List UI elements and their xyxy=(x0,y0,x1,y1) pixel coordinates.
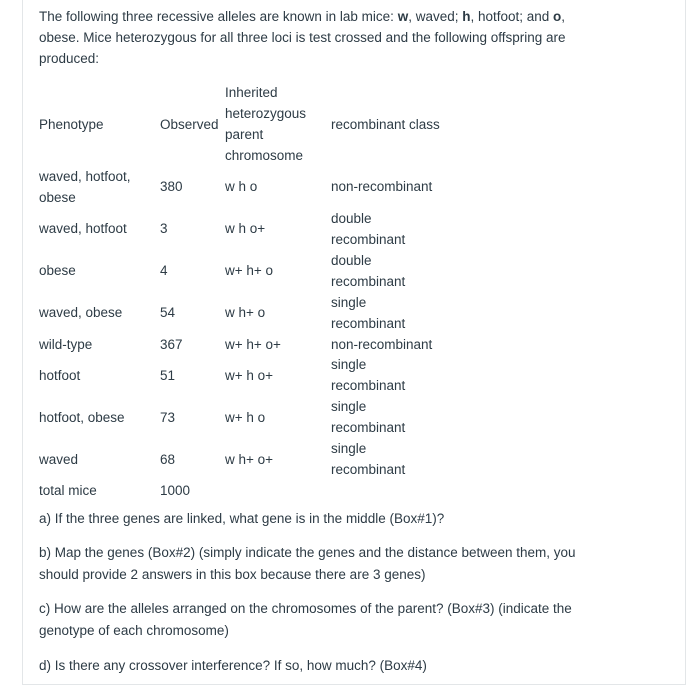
row-class: single recombinant xyxy=(331,441,406,477)
row-phenotype: wild-type xyxy=(39,337,93,352)
row-phenotype: hotfoot, obese xyxy=(39,410,125,425)
row-class: single recombinant xyxy=(331,295,406,331)
row-observed: 367 xyxy=(160,337,183,352)
row-chromosome: w h+ o xyxy=(225,305,266,320)
total-value: 1000 xyxy=(160,483,191,498)
intro-paragraph: The following three recessive alleles are known in lab mice: w, waved; h, hotfoot; and o, obese. Mice heterozygous for all three loci is test crossed and the following offspring are produced: xyxy=(39,9,566,66)
row-chromosome: w+ h+ o+ xyxy=(225,337,281,352)
row-phenotype: waved, hotfoot, obese xyxy=(39,169,131,205)
row-phenotype: obese xyxy=(39,263,76,278)
row-class: non-recombinant xyxy=(331,337,433,352)
row-phenotype: waved, obese xyxy=(39,305,123,320)
row-chromosome: w h o+ xyxy=(225,221,266,236)
row-observed: 3 xyxy=(160,221,168,236)
row-observed: 4 xyxy=(160,263,168,278)
row-phenotype: waved xyxy=(39,452,79,467)
row-class: double recombinant xyxy=(331,211,406,247)
question-c: c) How are the alleles arranged on the chromosomes of the parent? (Box#3) (indicate the genotype of each chromosome) xyxy=(39,601,572,638)
row-observed: 54 xyxy=(160,305,176,320)
header-inherited-chromosome: Inherited heterozygous parent chromosome xyxy=(225,85,307,163)
row-class: single recombinant xyxy=(331,399,406,435)
row-chromosome: w+ h o+ xyxy=(225,368,274,383)
total-label: total mice xyxy=(39,483,97,498)
row-phenotype: waved, hotfoot xyxy=(39,221,127,236)
row-class: double recombinant xyxy=(331,253,406,289)
allele-h: h xyxy=(462,9,471,24)
allele-w: w xyxy=(397,9,409,24)
row-observed: 380 xyxy=(160,179,183,194)
row-class: non-recombinant xyxy=(331,179,433,194)
header-recombinant-class: recombinant class xyxy=(331,117,440,132)
question-b: b) Map the genes (Box#2) (simply indicate the genes and the distance between them, you should provide 2 answers in this box because there are 3 genes) xyxy=(39,545,576,582)
question-a: a) If the three genes are linked, what gene is in the middle (Box#1)? xyxy=(39,511,445,526)
header-observed: Observed xyxy=(160,117,219,132)
header-phenotype: Phenotype xyxy=(39,117,104,132)
row-chromosome: w h o xyxy=(225,179,258,194)
row-phenotype: hotfoot xyxy=(39,368,81,383)
question-d: d) Is there any crossover interference? If so, how much? (Box#4) xyxy=(39,658,427,673)
row-chromosome: w+ h o xyxy=(225,410,266,425)
allele-o: o xyxy=(553,9,562,24)
row-chromosome: w+ h+ o xyxy=(225,263,274,278)
row-observed: 73 xyxy=(160,410,176,425)
row-observed: 51 xyxy=(160,368,176,383)
row-class: single recombinant xyxy=(331,357,406,393)
row-chromosome: w h+ o+ xyxy=(225,452,274,467)
row-observed: 68 xyxy=(160,452,176,467)
